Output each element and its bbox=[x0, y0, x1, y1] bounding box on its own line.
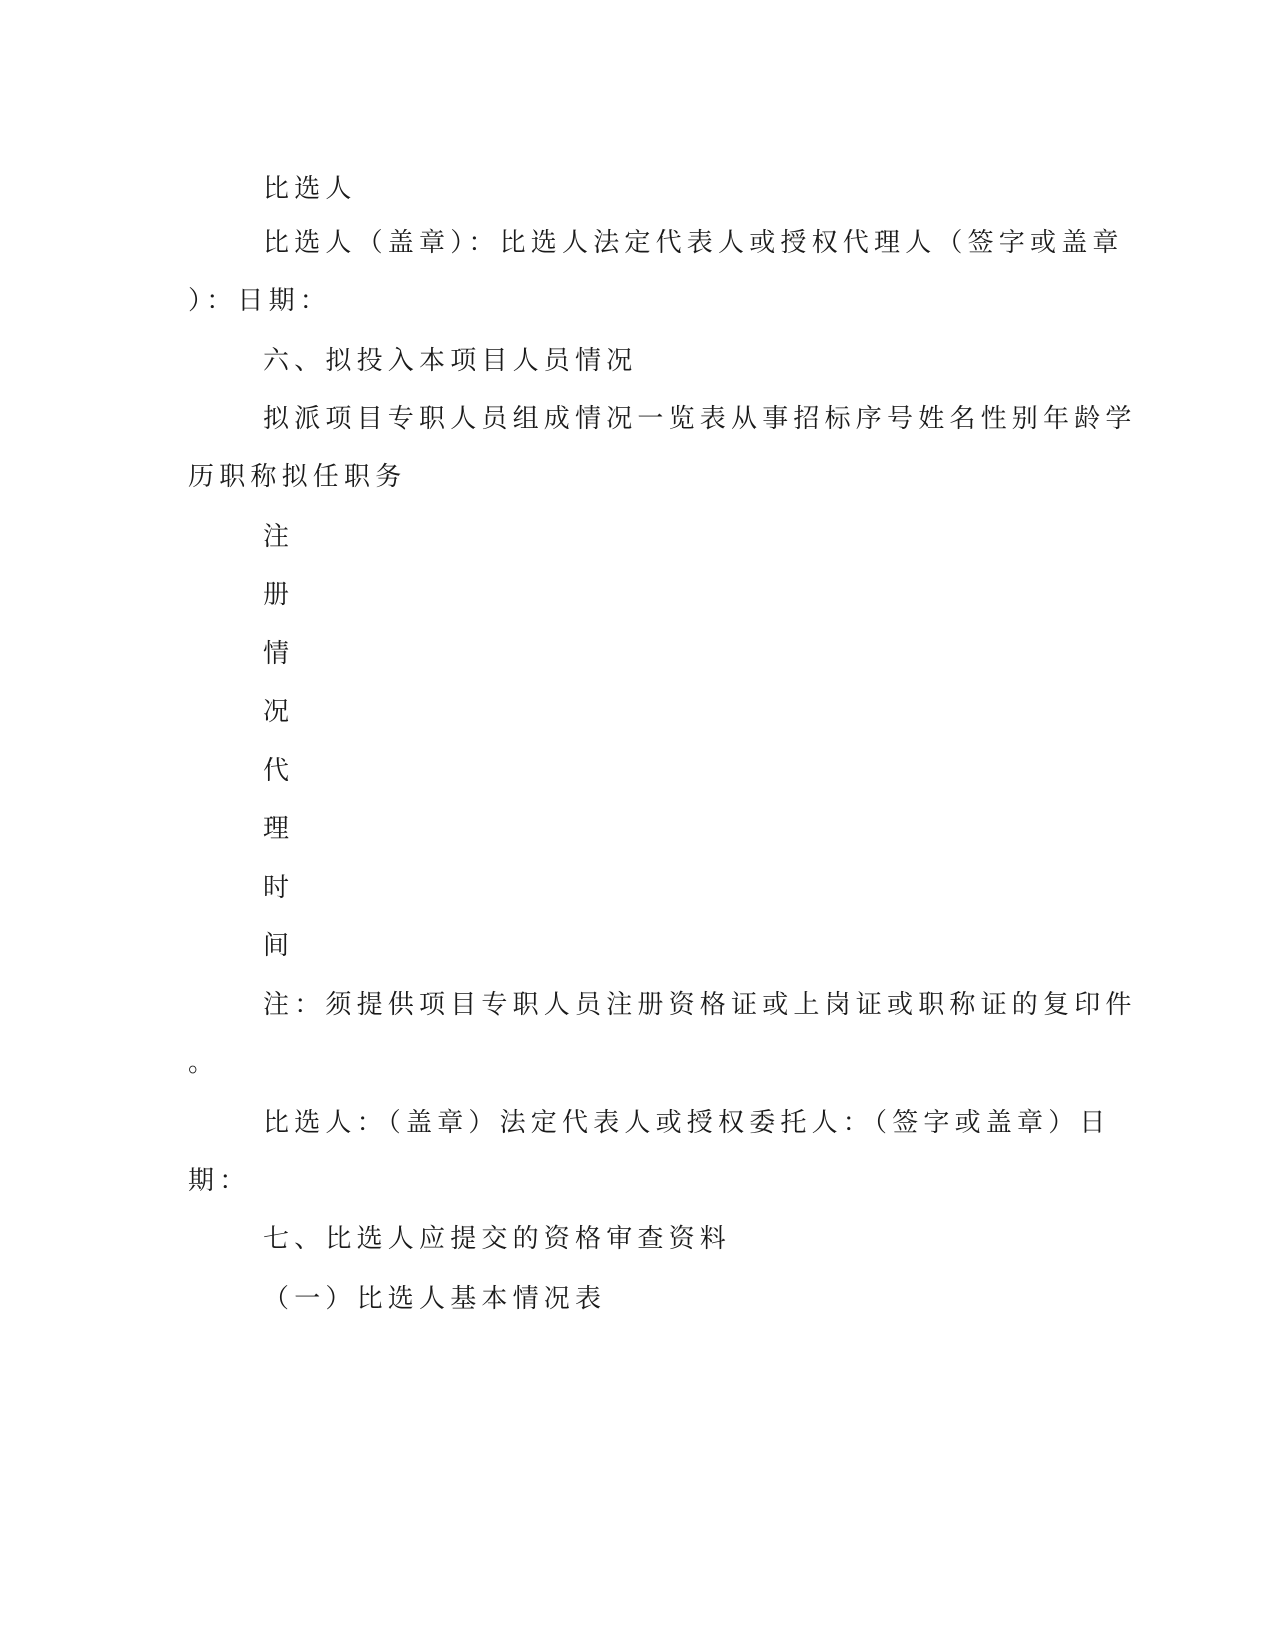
bidder-heading: 比选人 bbox=[263, 174, 357, 204]
section-seven-title: 七、比选人应提交的资格审查资料 bbox=[263, 1224, 732, 1254]
vertical-char: 间 bbox=[263, 931, 295, 961]
vertical-char: 册 bbox=[263, 580, 295, 610]
certificate-note-cont: 。 bbox=[188, 1048, 220, 1078]
staff-table-description-cont: 历职称拟任职务 bbox=[188, 462, 407, 492]
section-six-title: 六、拟投入本项目人员情况 bbox=[263, 346, 638, 376]
vertical-char: 时 bbox=[263, 873, 295, 903]
staff-table-description: 拟派项目专职人员组成情况一览表从事招标序号姓名性别年龄学 bbox=[263, 404, 1137, 434]
bidder-signature-line: 比选人（盖章）：比选人法定代表人或授权代理人（签字或盖章 bbox=[263, 228, 1124, 258]
bidder-signature-line-cont: ）：日期： bbox=[188, 286, 332, 316]
vertical-char: 理 bbox=[263, 814, 295, 844]
representative-signature-line: 比选人：（盖章）法定代表人或授权委托人：（签字或盖章）日 bbox=[263, 1108, 1111, 1138]
vertical-char: 注 bbox=[263, 522, 295, 552]
vertical-char: 情 bbox=[263, 639, 295, 669]
certificate-note: 注：须提供项目专职人员注册资格证或上岗证或职称证的复印件 bbox=[263, 990, 1137, 1020]
section-seven-subtitle: （一）比选人基本情况表 bbox=[263, 1284, 607, 1314]
vertical-char: 代 bbox=[263, 756, 295, 786]
vertical-char: 况 bbox=[263, 697, 295, 727]
representative-signature-line-cont: 期： bbox=[188, 1166, 251, 1196]
